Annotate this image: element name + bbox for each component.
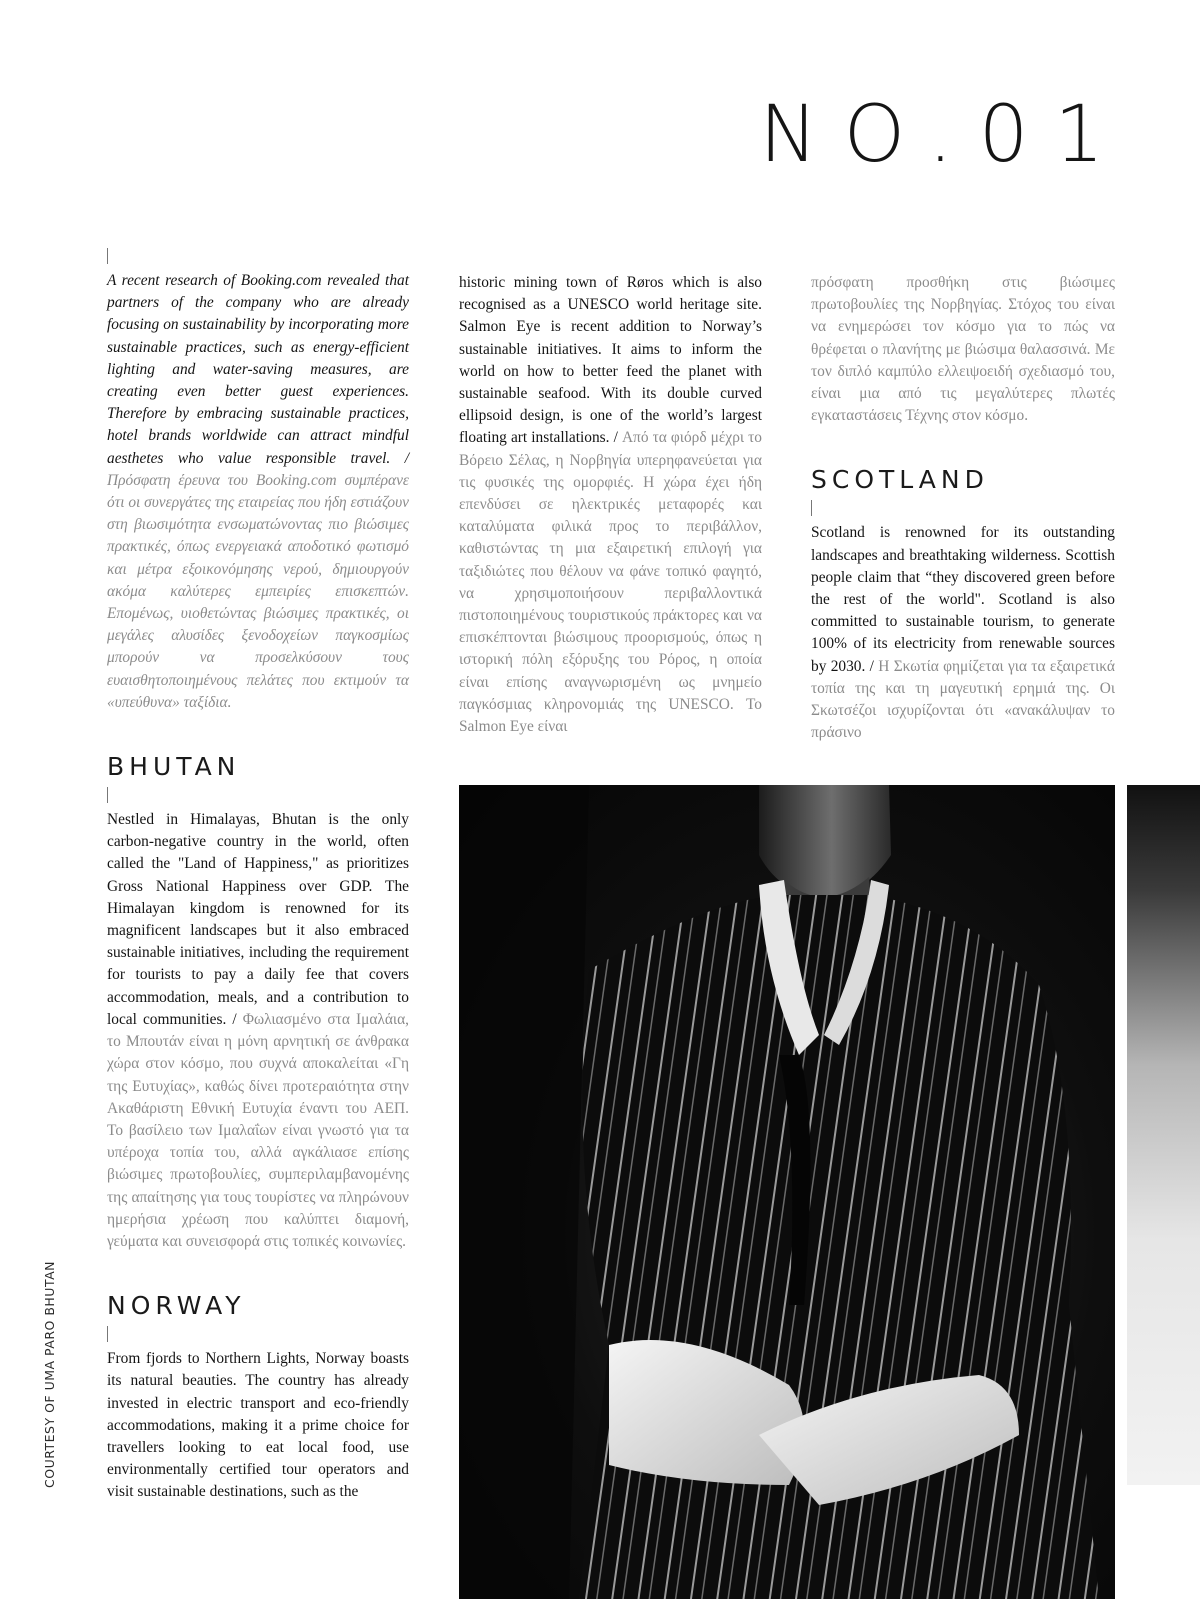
divider bbox=[811, 500, 812, 516]
intro-english: A recent research of Booking.com revealed that partners of the company who are already focusing on sustainability by incorporating more sustainable practices, such as energy-efficient lighting and water-saving measures, are creating even better guest experiences. Therefore by embracing sustainable practices, hotel brands worldwide can attract mindful aesthetes who value responsible travel. bbox=[107, 272, 409, 467]
bhutan-paragraph bbox=[107, 809, 409, 1253]
language-separator: / bbox=[865, 657, 879, 675]
norway-paragraph-end bbox=[811, 272, 1115, 427]
intro-greek: Πρόσφατη έρευνα του Booking.com συμπέρανε ότι οι συνεργάτες της εταιρείας που ήδη εστιάζουν στη βιωσιμότητα ενσωματώνοντας πιο βιώσιμες πρακτικές, όπως ενεργειακά αποδοτικό φωτισμό και μέτρα εξοικονόμησης νερού, δημιουργούν ακόμα καλύτερες εμπειρίες επισκεπτών. Επομένως, υιοθετώντας βιώσιμες πρακτικές, οι μεγάλες αλυσίδες ξενοδοχείων παγκοσμίως μπορούν να προσελκύσουν τους ευαισθητοποιημένους πελάτες που εκτιμούν τα «υπεύθυνα» ταξίδια. bbox=[107, 471, 410, 711]
portrait-illustration bbox=[459, 785, 1115, 1599]
scotland-greek: Η Σκωτία φημίζεται για τα εξαιρετικά τοπία της και τη μαγευτική ερημιά της. Οι Σκωτσέζοι ισχυρίζονται ότι «ανακάλυψαν το πράσινο bbox=[811, 657, 1115, 742]
language-separator: / bbox=[390, 449, 409, 467]
adjacent-photo-edge bbox=[1127, 785, 1200, 1485]
section-heading-scotland: SCOTLAND bbox=[811, 465, 989, 495]
divider bbox=[107, 248, 108, 264]
section-heading-norway: NORWAY bbox=[107, 1291, 246, 1321]
norway-paragraph-start bbox=[107, 1348, 409, 1503]
section-bhutan bbox=[107, 754, 409, 1253]
column-1 bbox=[107, 248, 409, 1504]
section-scotland bbox=[811, 467, 1115, 744]
language-separator: / bbox=[226, 1010, 243, 1028]
bhutan-greek: Φωλιασμένο στα Ιμαλάια, το Μπουτάν είναι η μόνη αρνητική σε άνθρακα χώρα στον κόσμο, που συχνά αποκαλείται «Γη της Ευτυχίας», καθώς δίνει προτεραιότητα στην Ακαθάριστη Εθνική Ευτυχία έναντι του ΑΕΠ. Το βασίλειο των Ιμαλαΐων είναι γνωστό για τα υπέροχα τοπία του, αλλά αγκάλιασε επίσης βιώσιμες πρωτοβουλίες, συμπεριλαμβανομένης της απαίτησης για τους τουρίστες να πληρώνουν ημερήσια χρέωση που καλύπτει διαμονή, γεύματα και συνεισφορά στις τοπικές κοινωνίες. bbox=[107, 1010, 409, 1250]
scotland-english: Scotland is renowned for its outstanding landscapes and breathtaking wilderness. Scottish people claim that “they discovered green before the rest of the world". Scotland is also committed to sustainable tourism, to generate 100% of its electricity from renewable sources by 2030. bbox=[811, 524, 1115, 675]
divider bbox=[107, 1326, 108, 1342]
norway-greek-part2: πρόσφατη προσθήκη στις βιώσιμες πρωτοβουλίες της Νορβηγίας. Στόχος του είναι να ενημερώσει τον κόσμο για το πώς να θρέφεται ο πλανήτης με βιώσιμα θαλασσινά. Με τον διπλό καμπύλο ελλειψοειδή σχεδιασμό του, είναι μια από τις μεγαλύτερες πλωτές εγκαταστάσεις Τέχνης στον κόσμο. bbox=[811, 274, 1115, 425]
bhutan-english: Nestled in Himalayas, Bhutan is the only carbon-negative country in the world, often called the "Land of Happiness," as prioritizes Gross National Happiness over GDP. The Himalayan kingdom is renowned for its magnificent landscapes but it also embraced sustainable initiatives, including the requirement for tourists to pay a daily fee that covers accommodation, meals, and a contribution to local communities. bbox=[107, 811, 409, 1028]
portrait-photo bbox=[459, 785, 1115, 1599]
column-2 bbox=[459, 272, 762, 738]
page-number: NO.01 bbox=[759, 90, 1130, 180]
norway-english-part1: From fjords to Northern Lights, Norway boasts its natural beauties. The country has already invested in electric transport and eco-friendly accommodations, making it a prime choice for travellers looking to eat local food, use environmentally certified tour operators and visit sustainable destinations, such as the bbox=[107, 1350, 409, 1501]
norway-paragraph-continued bbox=[459, 272, 762, 738]
intro-paragraph bbox=[107, 270, 409, 714]
section-heading-bhutan: BHUTAN bbox=[107, 752, 241, 782]
photo-credit: COURTESY OF UMA PARO BHUTAN bbox=[42, 1260, 57, 1488]
language-separator: / bbox=[609, 429, 622, 447]
norway-english-part2: historic mining town of Røros which is also recognised as a UNESCO world heritage site. Salmon Eye is recent addition to Norway’s sustainable initiatives. It aims to inform the world on how to better feed the planet with sustainable seafood. With its double curved ellipsoid design, is one of the world’s largest floating art installations. bbox=[459, 274, 762, 447]
norway-greek-part1: Από τα φιόρδ μέχρι το Βόρειο Σέλας, η Νορβηγία υπερηφανεύεται για τις φυσικές της ομορφιές. Η χώρα έχει ήδη επενδύσει σε ηλεκτρικές μεταφορές και καταλύματα φιλικά προς το περιβάλλον, καθιστώντας τη μια εξαιρετική επιλογή για ταξιδιώτες που θέλουν να φάνε τοπικό φαγητό, να χρησιμοποιήσουν περιβαλλοντικά πιστοποιημένους τουριστικούς πράκτορες και να επισκέπτονται βιώσιμους προορισμούς, όπως η ιστορική πόλη εξόρυξης του Ρόρος, η οποία είναι επίσης αναγνωρισμένη ως μνημείο παγκόσμιας κληρονομιάς της UNESCO. Το Salmon Eye είναι bbox=[459, 429, 762, 736]
divider bbox=[107, 787, 108, 803]
column-3 bbox=[811, 272, 1115, 744]
section-norway bbox=[107, 1293, 409, 1503]
scotland-paragraph bbox=[811, 522, 1115, 744]
